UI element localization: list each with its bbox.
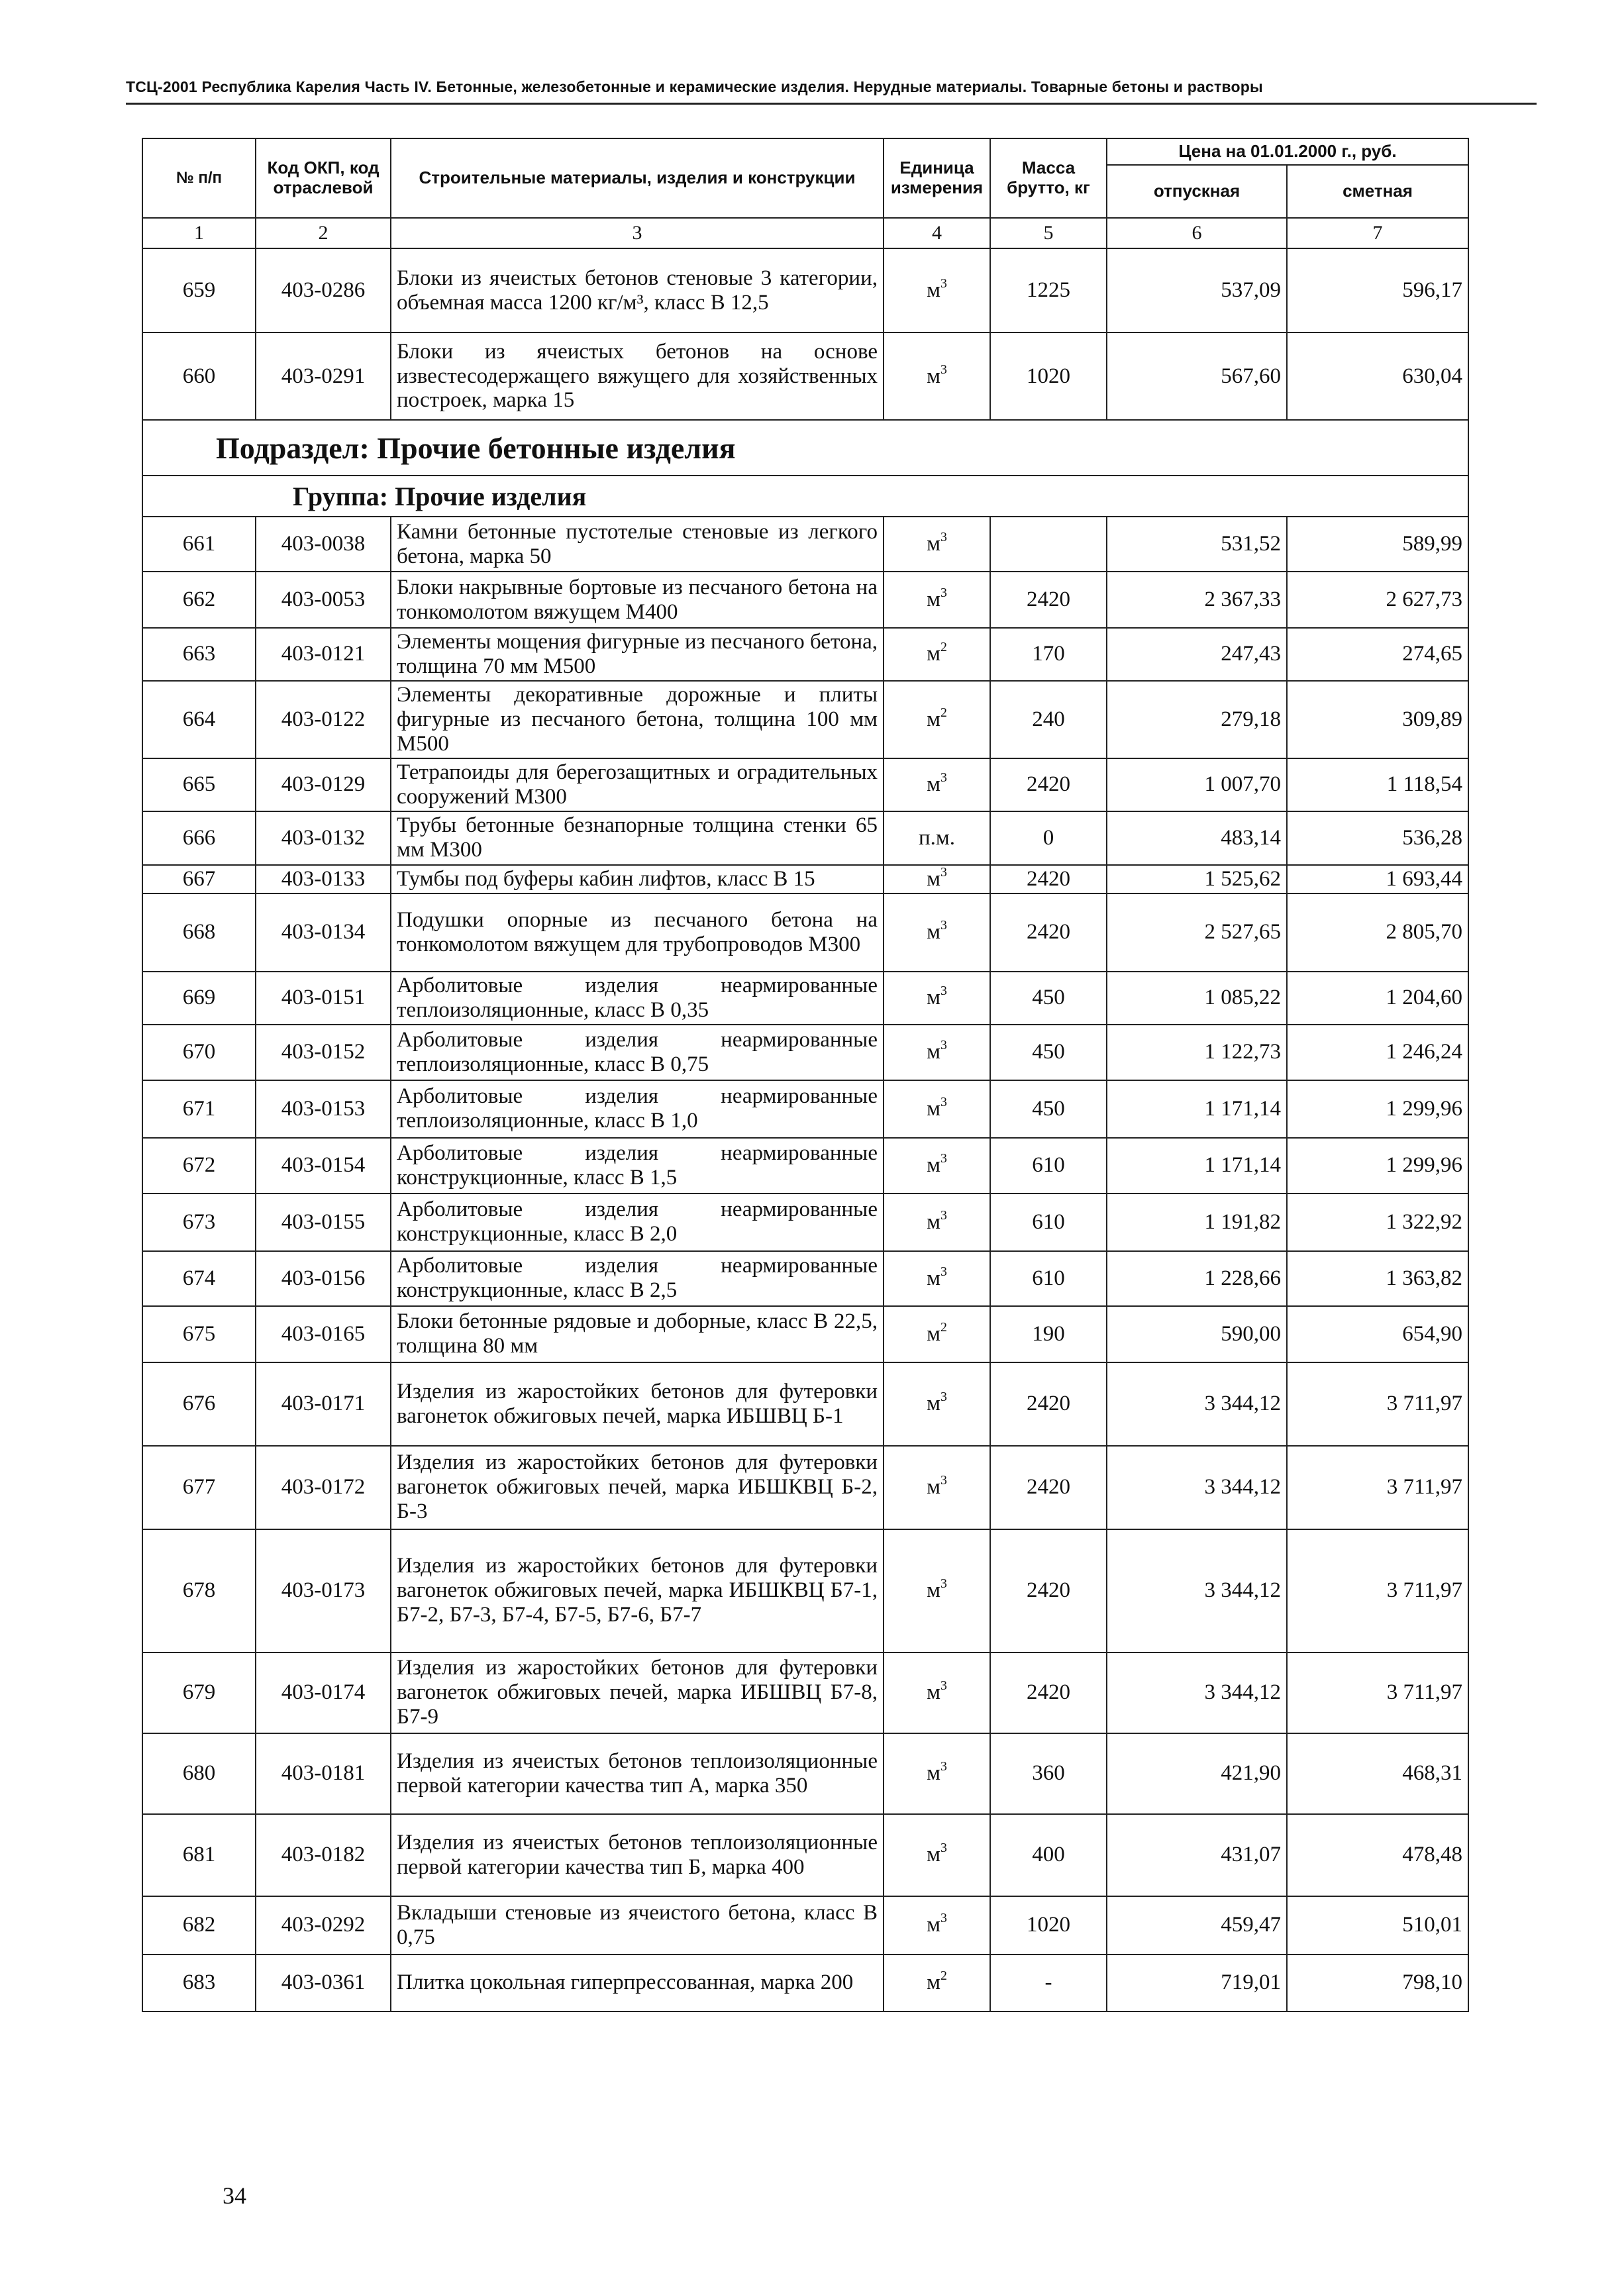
table-row bbox=[142, 248, 1468, 332]
price-estimate: 468,31 bbox=[1287, 1733, 1468, 1814]
table-row bbox=[142, 1733, 1468, 1814]
unit-exponent: 3 bbox=[940, 1094, 947, 1109]
price-estimate: 1 299,96 bbox=[1287, 1080, 1468, 1138]
okp-code: 403-0181 bbox=[256, 1733, 391, 1814]
price-release: 531,52 bbox=[1107, 517, 1287, 572]
unit-exponent: 3 bbox=[940, 864, 947, 880]
table-row bbox=[142, 572, 1468, 628]
row-number: 676 bbox=[142, 1362, 256, 1446]
unit-exponent: 3 bbox=[940, 1038, 947, 1053]
price-estimate: 1 322,92 bbox=[1287, 1194, 1468, 1251]
unit-exponent: 3 bbox=[940, 1207, 947, 1223]
row-number: 678 bbox=[142, 1529, 256, 1653]
unit-symbol: м bbox=[927, 772, 940, 797]
unit-symbol: м bbox=[927, 1321, 940, 1346]
okp-code: 403-0038 bbox=[256, 517, 391, 572]
table-row bbox=[142, 972, 1468, 1025]
unit-cell bbox=[884, 865, 990, 893]
unit-exponent: 2 bbox=[940, 640, 947, 655]
material-name: Плитка цокольная гиперпрессованная, марка 200 bbox=[391, 1955, 884, 2011]
material-name: Арболитовые изделия неармированные теплоизоляционные, класс В 0,75 bbox=[391, 1025, 884, 1080]
mass-gross: 450 bbox=[990, 1025, 1107, 1080]
price-estimate: 596,17 bbox=[1287, 248, 1468, 332]
unit-exponent: 3 bbox=[940, 1151, 947, 1166]
mass-gross: 610 bbox=[990, 1251, 1107, 1306]
row-number: 677 bbox=[142, 1446, 256, 1529]
row-number: 672 bbox=[142, 1138, 256, 1194]
price-estimate: 589,99 bbox=[1287, 517, 1468, 572]
unit-cell bbox=[884, 1896, 990, 1955]
row-number: 680 bbox=[142, 1733, 256, 1814]
unit-exponent: 2 bbox=[940, 1319, 947, 1335]
price-release: 431,07 bbox=[1107, 1814, 1287, 1896]
row-number: 662 bbox=[142, 572, 256, 628]
price-release: 1 007,70 bbox=[1107, 758, 1287, 811]
unit-symbol: м bbox=[927, 1266, 940, 1290]
okp-code: 403-0291 bbox=[256, 332, 391, 420]
unit-exponent: 3 bbox=[940, 770, 947, 786]
column-number: 1 bbox=[142, 218, 256, 248]
column-number: 3 bbox=[391, 218, 884, 248]
row-number: 661 bbox=[142, 517, 256, 572]
unit-exponent: 3 bbox=[940, 984, 947, 999]
table-header bbox=[142, 138, 1468, 248]
unit-symbol: м bbox=[927, 364, 940, 388]
material-name: Арболитовые изделия неармированные конструкционные, класс В 1,5 bbox=[391, 1138, 884, 1194]
okp-code: 403-0182 bbox=[256, 1814, 391, 1896]
unit-cell bbox=[884, 1529, 990, 1653]
unit-symbol: м bbox=[927, 1096, 940, 1121]
mass-gross: 450 bbox=[990, 972, 1107, 1025]
price-estimate: 536,28 bbox=[1287, 811, 1468, 865]
price-release: 279,18 bbox=[1107, 681, 1287, 758]
row-number: 670 bbox=[142, 1025, 256, 1080]
rows-main bbox=[142, 517, 1468, 2011]
row-number: 669 bbox=[142, 972, 256, 1025]
price-table bbox=[142, 138, 1469, 2012]
row-number: 683 bbox=[142, 1955, 256, 2011]
price-release: 1 171,14 bbox=[1107, 1080, 1287, 1138]
material-name: Вкладыши стеновые из ячеистого бетона, класс В 0,75 bbox=[391, 1896, 884, 1955]
okp-code: 403-0361 bbox=[256, 1955, 391, 2011]
unit-symbol: м bbox=[927, 866, 940, 891]
unit-symbol: м bbox=[927, 1578, 940, 1603]
unit-cell bbox=[884, 1814, 990, 1896]
mass-gross: 360 bbox=[990, 1733, 1107, 1814]
column-number: 2 bbox=[256, 218, 391, 248]
unit-exponent: 3 bbox=[940, 276, 947, 291]
unit-cell bbox=[884, 1733, 990, 1814]
price-release: 719,01 bbox=[1107, 1955, 1287, 2011]
table-row bbox=[142, 1896, 1468, 1955]
unit-cell bbox=[884, 517, 990, 572]
table-row bbox=[142, 811, 1468, 865]
row-number: 660 bbox=[142, 332, 256, 420]
table-row bbox=[142, 1955, 1468, 2011]
okp-code: 403-0129 bbox=[256, 758, 391, 811]
okp-code: 403-0153 bbox=[256, 1080, 391, 1138]
rows-before bbox=[142, 248, 1468, 420]
price-release: 2 527,65 bbox=[1107, 893, 1287, 972]
price-estimate: 3 711,97 bbox=[1287, 1362, 1468, 1446]
material-name: Блоки из ячеистых бетонов стеновые 3 категории, объемная масса 1200 кг/м³, класс В 12,5 bbox=[391, 248, 884, 332]
unit-symbol: м bbox=[927, 1153, 940, 1178]
unit-cell bbox=[884, 681, 990, 758]
mass-gross: 240 bbox=[990, 681, 1107, 758]
unit-symbol: м bbox=[927, 1913, 940, 1937]
price-release: 3 344,12 bbox=[1107, 1446, 1287, 1529]
price-release: 537,09 bbox=[1107, 248, 1287, 332]
okp-code: 403-0171 bbox=[256, 1362, 391, 1446]
unit-cell bbox=[884, 1251, 990, 1306]
price-estimate: 3 711,97 bbox=[1287, 1446, 1468, 1529]
price-estimate: 478,48 bbox=[1287, 1814, 1468, 1896]
price-estimate: 1 363,82 bbox=[1287, 1251, 1468, 1306]
unit-cell bbox=[884, 572, 990, 628]
unit-cell bbox=[884, 972, 990, 1025]
okp-code: 403-0053 bbox=[256, 572, 391, 628]
unit-cell bbox=[884, 628, 990, 681]
table-row bbox=[142, 1194, 1468, 1251]
table-row bbox=[142, 1814, 1468, 1896]
price-release: 483,14 bbox=[1107, 811, 1287, 865]
header-price-group: Цена на 01.01.2000 г., руб. bbox=[1107, 138, 1468, 165]
table-row bbox=[142, 1529, 1468, 1653]
material-name: Тетрапоиды для берегозащитных и оградительных сооружений М300 bbox=[391, 758, 884, 811]
table-row bbox=[142, 628, 1468, 681]
mass-gross: 2420 bbox=[990, 1446, 1107, 1529]
material-name: Арболитовые изделия неармированные теплоизоляционные, класс В 1,0 bbox=[391, 1080, 884, 1138]
page-number: 34 bbox=[223, 2182, 246, 2209]
table-row bbox=[142, 1306, 1468, 1362]
unit-symbol: п.м. bbox=[918, 825, 956, 850]
unit-cell bbox=[884, 1446, 990, 1529]
header-num: № п/п bbox=[142, 138, 256, 218]
material-name: Изделия из жаростойких бетонов для футеровки вагонеток обжиговых печей, марка ИБШКВЦ Б7-1, Б7-2, Б7-3, Б7-4, Б7-5, Б7-6, Б7-7 bbox=[391, 1529, 884, 1653]
mass-gross: 2420 bbox=[990, 758, 1107, 811]
price-estimate: 274,65 bbox=[1287, 628, 1468, 681]
unit-symbol: м bbox=[927, 1392, 940, 1416]
mass-gross: 2420 bbox=[990, 1653, 1107, 1733]
material-name: Тумбы под буферы кабин лифтов, класс В 15 bbox=[391, 865, 884, 893]
mass-gross: 190 bbox=[990, 1306, 1107, 1362]
unit-symbol: м bbox=[927, 1761, 940, 1786]
price-release: 1 191,82 bbox=[1107, 1194, 1287, 1251]
price-release: 3 344,12 bbox=[1107, 1362, 1287, 1446]
unit-symbol: м bbox=[927, 278, 940, 303]
okp-code: 403-0151 bbox=[256, 972, 391, 1025]
price-estimate: 1 204,60 bbox=[1287, 972, 1468, 1025]
okp-code: 403-0134 bbox=[256, 893, 391, 972]
unit-cell bbox=[884, 1025, 990, 1080]
row-number: 681 bbox=[142, 1814, 256, 1896]
column-number-row bbox=[142, 218, 1468, 248]
material-name: Трубы бетонные безнапорные толщина стенки 65 мм М300 bbox=[391, 811, 884, 865]
header-rule bbox=[126, 103, 1537, 105]
header-price-release: отпускная bbox=[1107, 165, 1287, 218]
price-estimate: 798,10 bbox=[1287, 1955, 1468, 2011]
unit-cell bbox=[884, 332, 990, 420]
row-number: 679 bbox=[142, 1653, 256, 1733]
price-release: 1 228,66 bbox=[1107, 1251, 1287, 1306]
table-row bbox=[142, 1025, 1468, 1080]
unit-symbol: м bbox=[927, 587, 940, 612]
header-name: Строительные материалы, изделия и конструкции bbox=[391, 138, 884, 218]
price-release: 1 171,14 bbox=[1107, 1138, 1287, 1194]
price-estimate: 2 805,70 bbox=[1287, 893, 1468, 972]
unit-exponent: 3 bbox=[940, 585, 947, 601]
mass-gross: 400 bbox=[990, 1814, 1107, 1896]
okp-code: 403-0173 bbox=[256, 1529, 391, 1653]
material-name: Камни бетонные пустотелые стеновые из легкого бетона, марка 50 bbox=[391, 517, 884, 572]
unit-cell bbox=[884, 1653, 990, 1733]
header-okp-code: Код ОКП, код отраслевой bbox=[256, 138, 391, 218]
mass-gross: 1020 bbox=[990, 332, 1107, 420]
table-row bbox=[142, 1080, 1468, 1138]
header-unit: Единица измерения bbox=[884, 138, 990, 218]
unit-symbol: м bbox=[927, 1680, 940, 1705]
material-name: Блоки бетонные рядовые и доборные, класс В 22,5, толщина 80 мм bbox=[391, 1306, 884, 1362]
unit-cell bbox=[884, 248, 990, 332]
material-name: Арболитовые изделия неармированные теплоизоляционные, класс В 0,35 bbox=[391, 972, 884, 1025]
price-estimate: 2 627,73 bbox=[1287, 572, 1468, 628]
row-number: 668 bbox=[142, 893, 256, 972]
table-row bbox=[142, 758, 1468, 811]
header-mass: Масса брутто, кг bbox=[990, 138, 1107, 218]
table-row bbox=[142, 1446, 1468, 1529]
unit-symbol: м bbox=[927, 986, 940, 1010]
table-row bbox=[142, 1138, 1468, 1194]
okp-code: 403-0174 bbox=[256, 1653, 391, 1733]
unit-cell bbox=[884, 811, 990, 865]
unit-symbol: м bbox=[927, 642, 940, 666]
unit-exponent: 3 bbox=[940, 1678, 947, 1694]
table-row bbox=[142, 865, 1468, 893]
row-number: 665 bbox=[142, 758, 256, 811]
unit-cell bbox=[884, 1080, 990, 1138]
unit-cell bbox=[884, 1194, 990, 1251]
column-number: 4 bbox=[884, 218, 990, 248]
material-name: Арболитовые изделия неармированные конструкционные, класс В 2,0 bbox=[391, 1194, 884, 1251]
price-release: 567,60 bbox=[1107, 332, 1287, 420]
price-estimate: 1 299,96 bbox=[1287, 1138, 1468, 1194]
row-number: 664 bbox=[142, 681, 256, 758]
okp-code: 403-0154 bbox=[256, 1138, 391, 1194]
price-estimate: 3 711,97 bbox=[1287, 1653, 1468, 1733]
price-release: 2 367,33 bbox=[1107, 572, 1287, 628]
price-release: 247,43 bbox=[1107, 628, 1287, 681]
price-release: 590,00 bbox=[1107, 1306, 1287, 1362]
okp-code: 403-0122 bbox=[256, 681, 391, 758]
price-estimate: 654,90 bbox=[1287, 1306, 1468, 1362]
price-estimate: 1 693,44 bbox=[1287, 865, 1468, 893]
unit-exponent: 3 bbox=[940, 1841, 947, 1856]
mass-gross: 2420 bbox=[990, 865, 1107, 893]
mass-gross: 2420 bbox=[990, 893, 1107, 972]
okp-code: 403-0132 bbox=[256, 811, 391, 865]
row-number: 671 bbox=[142, 1080, 256, 1138]
unit-symbol: м bbox=[927, 1475, 940, 1500]
page-header: ТСЦ-2001 Республика Карелия Часть IV. Бетонные, железобетонные и керамические изделия. Нерудные материалы. Товарные бетоны и растворы bbox=[126, 78, 1263, 95]
row-number: 667 bbox=[142, 865, 256, 893]
material-name: Элементы мощения фигурные из песчаного бетона, толщина 70 мм М500 bbox=[391, 628, 884, 681]
material-name: Изделия из ячеистых бетонов теплоизоляционные первой категории качества тип Б, марка 400 bbox=[391, 1814, 884, 1896]
price-estimate: 510,01 bbox=[1287, 1896, 1468, 1955]
table-row bbox=[142, 1653, 1468, 1733]
unit-exponent: 3 bbox=[940, 918, 947, 933]
unit-exponent: 3 bbox=[940, 1390, 947, 1405]
unit-exponent: 3 bbox=[940, 362, 947, 377]
subsection-block bbox=[142, 420, 1468, 517]
price-release: 1 085,22 bbox=[1107, 972, 1287, 1025]
price-release: 421,90 bbox=[1107, 1733, 1287, 1814]
unit-symbol: м bbox=[927, 920, 940, 944]
table-row bbox=[142, 1251, 1468, 1306]
material-name: Элементы декоративные дорожные и плиты фигурные из песчаного бетона, толщина 100 мм М500 bbox=[391, 681, 884, 758]
okp-code: 403-0155 bbox=[256, 1194, 391, 1251]
unit-symbol: м bbox=[927, 1970, 940, 1995]
price-estimate: 1 118,54 bbox=[1287, 758, 1468, 811]
unit-cell bbox=[884, 893, 990, 972]
price-estimate: 630,04 bbox=[1287, 332, 1468, 420]
column-number: 7 bbox=[1287, 218, 1468, 248]
column-number: 6 bbox=[1107, 218, 1287, 248]
mass-gross bbox=[990, 517, 1107, 572]
row-number: 682 bbox=[142, 1896, 256, 1955]
mass-gross: 610 bbox=[990, 1194, 1107, 1251]
group-title: Группа: Прочие изделия bbox=[142, 476, 1468, 517]
row-number: 674 bbox=[142, 1251, 256, 1306]
table-row bbox=[142, 332, 1468, 420]
price-release: 3 344,12 bbox=[1107, 1653, 1287, 1733]
mass-gross: - bbox=[990, 1955, 1107, 2011]
mass-gross: 0 bbox=[990, 811, 1107, 865]
price-estimate: 3 711,97 bbox=[1287, 1529, 1468, 1653]
unit-symbol: м bbox=[927, 707, 940, 731]
mass-gross: 2420 bbox=[990, 572, 1107, 628]
material-name: Арболитовые изделия неармированные конструкционные, класс В 2,5 bbox=[391, 1251, 884, 1306]
row-number: 663 bbox=[142, 628, 256, 681]
mass-gross: 1225 bbox=[990, 248, 1107, 332]
table-row bbox=[142, 893, 1468, 972]
unit-symbol: м bbox=[927, 1209, 940, 1234]
okp-code: 403-0121 bbox=[256, 628, 391, 681]
price-release: 1 525,62 bbox=[1107, 865, 1287, 893]
mass-gross: 450 bbox=[990, 1080, 1107, 1138]
row-number: 675 bbox=[142, 1306, 256, 1362]
row-number: 666 bbox=[142, 811, 256, 865]
okp-code: 403-0156 bbox=[256, 1251, 391, 1306]
mass-gross: 2420 bbox=[990, 1362, 1107, 1446]
row-number: 659 bbox=[142, 248, 256, 332]
mass-gross: 610 bbox=[990, 1138, 1107, 1194]
material-name: Блоки накрывные бортовые из песчаного бетона на тонкомолотом вяжущем М400 bbox=[391, 572, 884, 628]
unit-cell bbox=[884, 1306, 990, 1362]
price-estimate: 1 246,24 bbox=[1287, 1025, 1468, 1080]
row-number: 673 bbox=[142, 1194, 256, 1251]
table-row bbox=[142, 1362, 1468, 1446]
price-release: 3 344,12 bbox=[1107, 1529, 1287, 1653]
material-name: Блоки из ячеистых бетонов на основе известесодержащего вяжущего для хозяйственных построек, марка 15 bbox=[391, 332, 884, 420]
material-name: Изделия из жаростойких бетонов для футеровки вагонеток обжиговых печей, марка ИБШКВЦ Б-2, Б-3 bbox=[391, 1446, 884, 1529]
unit-exponent: 3 bbox=[940, 1759, 947, 1774]
unit-exponent: 3 bbox=[940, 1264, 947, 1279]
mass-gross: 1020 bbox=[990, 1896, 1107, 1955]
price-release: 459,47 bbox=[1107, 1896, 1287, 1955]
price-estimate: 309,89 bbox=[1287, 681, 1468, 758]
unit-exponent: 2 bbox=[940, 1968, 947, 1984]
unit-exponent: 3 bbox=[940, 1576, 947, 1592]
unit-exponent: 3 bbox=[940, 1911, 947, 1926]
unit-exponent: 2 bbox=[940, 705, 947, 720]
unit-cell bbox=[884, 1138, 990, 1194]
okp-code: 403-0133 bbox=[256, 865, 391, 893]
material-name: Изделия из жаростойких бетонов для футеровки вагонеток обжиговых печей, марка ИБШВЦ Б-1 bbox=[391, 1362, 884, 1446]
mass-gross: 2420 bbox=[990, 1529, 1107, 1653]
okp-code: 403-0165 bbox=[256, 1306, 391, 1362]
okp-code: 403-0292 bbox=[256, 1896, 391, 1955]
material-name: Изделия из ячеистых бетонов теплоизоляционные первой категории качества тип А, марка 350 bbox=[391, 1733, 884, 1814]
unit-cell bbox=[884, 1955, 990, 2011]
okp-code: 403-0286 bbox=[256, 248, 391, 332]
table-row bbox=[142, 681, 1468, 758]
okp-code: 403-0172 bbox=[256, 1446, 391, 1529]
material-name: Изделия из жаростойких бетонов для футеровки вагонеток обжиговых печей, марка ИБШВЦ Б7-8, Б7-9 bbox=[391, 1653, 884, 1733]
unit-exponent: 3 bbox=[940, 530, 947, 545]
mass-gross: 170 bbox=[990, 628, 1107, 681]
subsection-title: Подраздел: Прочие бетонные изделия bbox=[142, 420, 1468, 476]
unit-exponent: 3 bbox=[940, 1473, 947, 1488]
unit-cell bbox=[884, 758, 990, 811]
price-release: 1 122,73 bbox=[1107, 1025, 1287, 1080]
okp-code: 403-0152 bbox=[256, 1025, 391, 1080]
material-name: Подушки опорные из песчаного бетона на тонкомолотом вяжущем для трубопроводов М300 bbox=[391, 893, 884, 972]
unit-symbol: м bbox=[927, 1843, 940, 1867]
unit-symbol: м bbox=[927, 1040, 940, 1064]
header-price-estimate: сметная bbox=[1287, 165, 1468, 218]
table-row bbox=[142, 517, 1468, 572]
unit-symbol: м bbox=[927, 532, 940, 556]
unit-cell bbox=[884, 1362, 990, 1446]
column-number: 5 bbox=[990, 218, 1107, 248]
